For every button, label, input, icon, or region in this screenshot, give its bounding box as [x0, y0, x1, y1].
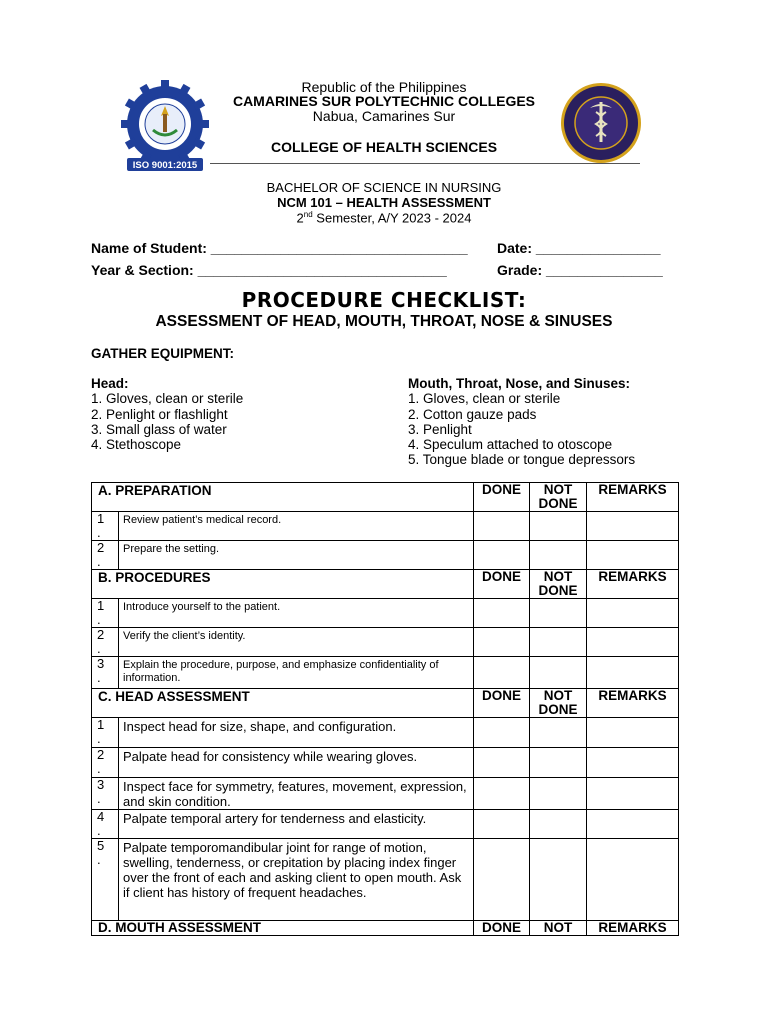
- semester-suffix: nd: [303, 210, 313, 219]
- item-text: Prepare the setting.: [119, 541, 474, 570]
- college-name: COLLEGE OF HEALTH SCIENCES: [270, 139, 498, 155]
- remarks-header: REMARKS: [587, 483, 679, 512]
- item-text: Explain the procedure, purpose, and emphasize confidentiality of information.: [119, 657, 474, 689]
- head-equipment-title: Head:: [91, 376, 129, 391]
- done-header: DONE: [474, 689, 530, 718]
- item-text: Review patient’s medical record.: [119, 512, 474, 541]
- remarks-cell[interactable]: [587, 599, 679, 628]
- gather-equipment-heading: GATHER EQUIPMENT:: [91, 346, 235, 361]
- not-done-cell[interactable]: [530, 839, 587, 921]
- table-row: [92, 839, 679, 921]
- section-header-head-assessment: [92, 689, 679, 718]
- item-number: 3 .: [92, 778, 119, 810]
- table-row: [92, 541, 679, 570]
- year-section-field[interactable]: Year & Section: ________________________________: [91, 262, 447, 278]
- remarks-cell[interactable]: [587, 748, 679, 778]
- not-done-cell[interactable]: [530, 778, 587, 810]
- school-address: Nabua, Camarines Sur: [312, 108, 456, 124]
- done-header: DONE: [474, 483, 530, 512]
- grade-field[interactable]: Grade: _______________: [497, 262, 663, 278]
- table-row: [92, 628, 679, 657]
- table-row: [92, 748, 679, 778]
- item-number: 3 .: [92, 657, 119, 689]
- not-done-header: NOT DONE: [530, 689, 587, 718]
- header-divider: [210, 163, 640, 164]
- not-done-header: NOT: [530, 921, 587, 936]
- item-text: Inspect face for symmetry, features, movement, expression, and skin condition.: [119, 778, 474, 810]
- remarks-cell[interactable]: [587, 810, 679, 839]
- item-text: Verify the client’s identity.: [119, 628, 474, 657]
- table-row: [92, 657, 679, 689]
- remarks-cell[interactable]: [587, 628, 679, 657]
- not-done-cell[interactable]: [530, 541, 587, 570]
- item-number: 2 .: [92, 541, 119, 570]
- mouth-equipment-title: Mouth, Throat, Nose, and Sinuses:: [408, 376, 631, 391]
- item-text: Palpate head for consistency while wearing gloves.: [119, 748, 474, 778]
- republic-line: Republic of the Philippines: [301, 79, 467, 95]
- item-text: Introduce yourself to the patient.: [119, 599, 474, 628]
- not-done-cell[interactable]: [530, 657, 587, 689]
- remarks-header: REMARKS: [587, 921, 679, 936]
- list-item: 2. Penlight or flashlight: [91, 406, 228, 422]
- section-header-mouth-assessment: [92, 921, 679, 936]
- head-equipment-list: [91, 376, 243, 452]
- done-cell[interactable]: [474, 810, 530, 839]
- not-done-header: NOT DONE: [530, 570, 587, 599]
- list-item: 1. Gloves, clean or sterile: [408, 391, 561, 407]
- list-item: 3. Small glass of water: [91, 421, 227, 437]
- list-item: 5. Tongue blade or tongue depressors: [408, 452, 636, 468]
- student-name-field[interactable]: Name of Student: _________________________________: [91, 240, 468, 256]
- done-header: DONE: [474, 921, 530, 936]
- remarks-cell[interactable]: [587, 541, 679, 570]
- item-number: 1 .: [92, 718, 119, 748]
- remarks-cell[interactable]: [587, 718, 679, 748]
- done-cell[interactable]: [474, 839, 530, 921]
- item-text: Palpate temporal artery for tenderness and elasticity.: [119, 810, 474, 839]
- done-cell[interactable]: [474, 718, 530, 748]
- not-done-cell[interactable]: [530, 810, 587, 839]
- iso-label: ISO 9001:2015: [132, 160, 198, 171]
- section-header-preparation: [92, 483, 679, 512]
- item-number: 1 .: [92, 599, 119, 628]
- not-done-header: NOT DONE: [530, 483, 587, 512]
- table-row: [92, 718, 679, 748]
- semester-line: [0, 210, 768, 225]
- semester-rest: Semester, A/Y 2023 - 2024: [312, 210, 472, 226]
- done-cell[interactable]: [474, 628, 530, 657]
- item-text: Inspect head for size, shape, and configuration.: [119, 718, 474, 748]
- school-name: CAMARINES SUR POLYTECHNIC COLLEGES: [232, 93, 536, 109]
- section-header-procedures: [92, 570, 679, 599]
- remarks-cell[interactable]: [587, 839, 679, 921]
- item-text: Palpate temporomandibular joint for range of motion, swelling, tenderness, or crepitation by placing index finger over the front of each and asking client to open mouth. Ask if client has history of frequent headaches.: [119, 839, 474, 921]
- remarks-header: REMARKS: [587, 570, 679, 599]
- remarks-cell[interactable]: [587, 778, 679, 810]
- section-title: D. MOUTH ASSESSMENT: [92, 921, 474, 936]
- table-row: [92, 778, 679, 810]
- not-done-cell[interactable]: [530, 599, 587, 628]
- not-done-cell[interactable]: [530, 718, 587, 748]
- list-item: 4. Speculum attached to otoscope: [408, 437, 613, 453]
- list-item: 2. Cotton gauze pads: [408, 406, 537, 422]
- procedure-checklist-table: [91, 482, 679, 936]
- mouth-equipment-list: [408, 376, 635, 468]
- not-done-cell[interactable]: [530, 628, 587, 657]
- done-cell[interactable]: [474, 512, 530, 541]
- list-item: 4. Stethoscope: [91, 437, 182, 453]
- table-row: [92, 810, 679, 839]
- page-subtitle: ASSESSMENT OF HEAD, MOUTH, THROAT, NOSE & SINUSES: [155, 313, 613, 330]
- section-title: C. HEAD ASSESSMENT: [92, 689, 474, 718]
- remarks-cell[interactable]: [587, 512, 679, 541]
- semester-ordinal: 2: [296, 210, 304, 226]
- done-cell[interactable]: [474, 657, 530, 689]
- list-item: 3. Penlight: [408, 421, 472, 437]
- done-cell[interactable]: [474, 599, 530, 628]
- table-row: [92, 512, 679, 541]
- date-field[interactable]: Date: ________________: [497, 240, 661, 256]
- done-cell[interactable]: [474, 748, 530, 778]
- not-done-cell[interactable]: [530, 748, 587, 778]
- not-done-cell[interactable]: [530, 512, 587, 541]
- course-name: NCM 101 – HEALTH ASSESSMENT: [277, 195, 491, 210]
- section-title: B. PROCEDURES: [92, 570, 474, 599]
- remarks-header: REMARKS: [587, 689, 679, 718]
- done-cell[interactable]: [474, 778, 530, 810]
- section-title: A. PREPARATION: [92, 483, 474, 512]
- remarks-cell[interactable]: [587, 657, 679, 689]
- item-number: 4 .: [92, 810, 119, 839]
- table-row: [92, 599, 679, 628]
- done-cell[interactable]: [474, 541, 530, 570]
- item-number: 2 .: [92, 628, 119, 657]
- item-number: 5 .: [92, 839, 119, 921]
- program-name: BACHELOR OF SCIENCE IN NURSING: [266, 180, 502, 195]
- page-title: PROCEDURE CHECKLIST:: [241, 288, 527, 312]
- done-header: DONE: [474, 570, 530, 599]
- list-item: 1. Gloves, clean or sterile: [91, 391, 244, 407]
- item-number: 1 .: [92, 512, 119, 541]
- item-number: 2 .: [92, 748, 119, 778]
